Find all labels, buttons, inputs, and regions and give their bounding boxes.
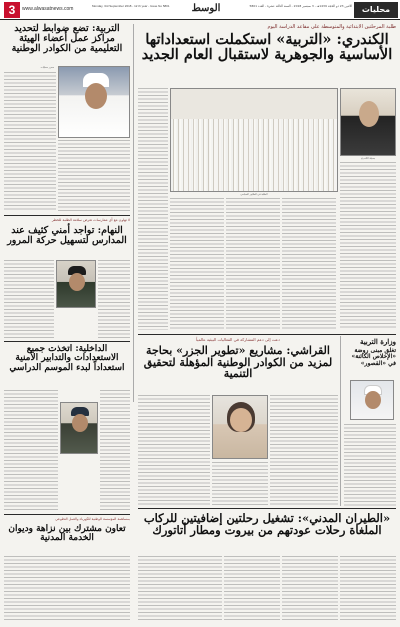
story-right-top-photo bbox=[58, 66, 130, 138]
lead-body-col-1 bbox=[340, 162, 396, 330]
interior-body-2 bbox=[4, 390, 58, 510]
quraishi-body-2 bbox=[138, 395, 210, 505]
divider-3 bbox=[4, 514, 130, 515]
newspaper-logo: الوسط bbox=[191, 3, 221, 14]
interior-body-1 bbox=[100, 390, 130, 510]
aviation-body-4 bbox=[138, 556, 222, 622]
quraishi-kicker: دعت إلى دعم المشاركة في الفعاليات البيئية عالمياً bbox=[196, 337, 280, 342]
bottom-right-headline: تعاون مشترك بين نزاهة وديوان الخدمة المدنية bbox=[8, 524, 126, 544]
bottom-right-body bbox=[4, 556, 130, 622]
lead-main-caption: الطلبة في الطابور الصباحي bbox=[240, 193, 268, 196]
lead-body-col-4 bbox=[170, 198, 224, 330]
quraishi-headline: القراشي: مشاريع «تطوير الجزر» بحاجة لمزيد من الكوادر الوطنية المؤهلة لتحقيق التنمية bbox=[143, 344, 333, 381]
date-arabic: الاثنين 23 ذو الحجة 1439هـ - 3 سبتمبر 2018 - السنة الثالثة عشرة - العدد 5801 bbox=[249, 4, 352, 8]
lead-portrait-photo bbox=[340, 88, 396, 156]
left-small-body bbox=[344, 424, 396, 506]
story-right-top-headline: التربية: تضع ضوابط لتحديد مراكز عمل أعضاء الهيئة التعليمية من الكوادر الوطنية bbox=[11, 23, 123, 54]
lead-main-photo bbox=[170, 88, 338, 192]
aviation-body-1 bbox=[340, 556, 396, 622]
nahham-headline: النهام: تواجد أمني كثيف عند المدارس لتسهيل حركة المرور bbox=[7, 225, 127, 246]
nahham-photo bbox=[56, 260, 96, 308]
aviation-body-3 bbox=[224, 556, 280, 622]
left-small-headline: تغلق مبنى روضة «الإخلاص الكائنة» في «القصور» bbox=[351, 347, 396, 367]
story-right-top-byline: محرر محليات bbox=[40, 66, 54, 69]
column-divider bbox=[133, 24, 134, 402]
quraishi-photo bbox=[212, 395, 268, 459]
left-small-kicker: وزارة التربية bbox=[359, 337, 396, 346]
story-right-top-body-2 bbox=[58, 140, 130, 212]
page-number: 3 bbox=[4, 2, 20, 18]
header-bar bbox=[0, 0, 400, 20]
nahham-body-1 bbox=[98, 260, 130, 338]
divider-2 bbox=[4, 341, 130, 342]
divider-5 bbox=[138, 508, 396, 509]
left-small-photo bbox=[350, 380, 394, 420]
divider-1 bbox=[4, 215, 130, 216]
story-right-top-body-1 bbox=[4, 72, 56, 212]
lead-body-col-2 bbox=[282, 198, 336, 330]
divider-4 bbox=[138, 334, 396, 335]
nahham-kicker: لا تهاون مع أي ممارسات تعرض سلامة الطلبة للخطر bbox=[51, 218, 130, 222]
lead-portrait-caption: جميلة الكندري bbox=[360, 157, 376, 160]
interior-photo bbox=[60, 402, 98, 454]
date-english: Monday, 3rd September 2018 - 12 th year - Issue No 5801 bbox=[92, 4, 170, 8]
nahham-body-2 bbox=[4, 260, 54, 338]
lead-body-col-5 bbox=[138, 88, 168, 330]
section-tab[interactable]: محليات bbox=[354, 2, 398, 18]
website-link[interactable]: www.alwasatnews.com bbox=[22, 6, 74, 12]
aviation-body-2 bbox=[282, 556, 338, 622]
lead-kicker: طلبة المرحلتين الابتدائية والمتوسطة على مقاعد الدراسة اليوم bbox=[267, 24, 396, 30]
aviation-headline: «الطيران المدني»: تشغيل رحلتين إضافيتين للركاب الملغاة رحلات عودتهم من بيروت ومطار أتاتورك bbox=[143, 511, 391, 538]
quraishi-body-1 bbox=[270, 395, 338, 505]
quraishi-body-3 bbox=[212, 462, 268, 505]
lead-body-col-3 bbox=[226, 198, 280, 330]
column-divider-2 bbox=[340, 336, 341, 506]
lead-headline: الكندري: «التربية» استكملت استعداداتها الأساسية والجوهرية لاستقبال العام الجديد bbox=[141, 31, 393, 64]
bottom-right-kicker: بمساهمة المؤسسة الوطنية للكهرباء والعمل التطوعي bbox=[55, 517, 130, 521]
interior-headline: الداخلية: اتخذت جميع الاستعدادات والتدابير الأمنية استعداداً لبدء الموسم الدراسي bbox=[9, 344, 125, 373]
